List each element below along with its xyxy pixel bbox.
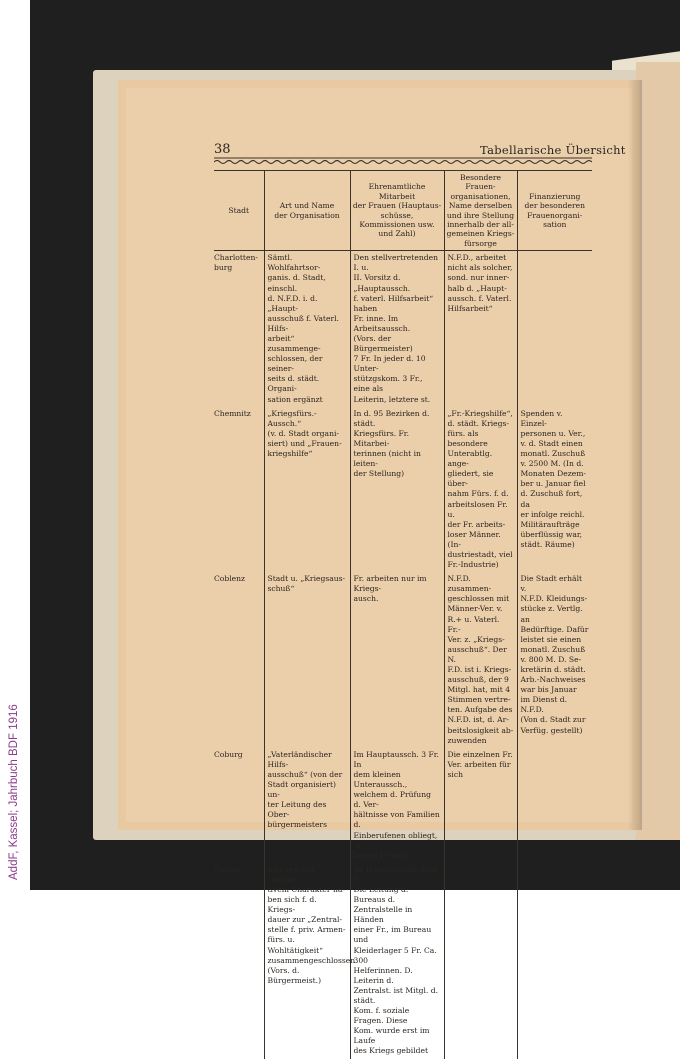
cell-financing	[517, 863, 592, 1059]
table-row	[214, 251, 592, 407]
cell-city: Coblenz	[214, 574, 246, 584]
cell-organization: Stadt u. „Kriegsaus- schuß“	[264, 572, 350, 748]
gutter-shadow	[628, 80, 642, 830]
cell-women-participation: Den stellvertretenden I. u. II. Vorsitz d. „Hauptaussch. f. vaterl. Hilfsarbeit“ haben Fr. inne. Im Arbeitsaussch. (Vors. der Bürgermeister) 7 Fr. In jeder d. 10 Unter- stützgskom. 3 Fr., eine als Leiterin, letztere st.	[350, 251, 444, 407]
header-financing: Finanzierung der besonderen Frauenorgani- sation	[517, 171, 592, 251]
archive-label: AddF, Kassel; Jahrbuch BDF 1916	[8, 704, 20, 880]
table-row	[214, 863, 592, 1059]
cell-financing: Spenden v. Einzel- personen u. Ver., v. d. Stadt einen monatl. Zuschuß v. 2500 M. (In d. Monaten Dezem- ber u. Januar fiel d. Zuschuß fort, da er infolge reichl. Militäraufträge überflüssig war, städt. Räume)	[517, 407, 592, 573]
cell-special-organizations: N.F.D., arbeitet nicht als solcher, sond. nur inner- halb d. „Haupt- aussch. f. Vaterl. Hilfsarbeit“	[444, 251, 517, 407]
cell-financing	[517, 748, 592, 863]
cell-city: Coburg	[214, 749, 243, 759]
cell-women-participation: Im Hauptaussch. eine Fr. Die Leitung d. Bureaus d. Zentralstelle in Händen einer Fr., im Bureau und Kleiderlager 5 Fr. Ca. 300 Helferinnen. D. Leiterin d. Zentralst. ist Mitgl. d. städt. Kom. f. soziale Fragen. Diese Kom. wurde erst im Laufe des Kriegs gebildet	[350, 863, 444, 1059]
cell-organization: Alle Ver. mit charita- tivem Charakter ha- ben sich f. d. Kriegs- dauer zur „Zentral- stelle f. priv. Armen- fürs. u. Wohltätigkeit“ zusammengeschlossen (Vors. d. Bürgermeist.)	[264, 863, 350, 1059]
cell-organization: „Kriegsfürs.-Aussch.“ (v. d. Stadt organi- siert) und „Frauen- kriegshilfe“	[264, 407, 350, 573]
cell-organization: „Vaterländischer Hilfs- ausschuß“ (von der Stadt organisiert) un- ter Leitung des Ober- bürgermeisters	[264, 748, 350, 863]
running-head: Tabellarische Übersicht	[480, 143, 626, 157]
table-row	[214, 748, 592, 863]
cell-women-participation: Fr. arbeiten nur im Kriegs- ausch.	[350, 572, 444, 748]
header-special-organizations: Besondere Frauen- organisationen, Name derselben und ihre Stellung innerhalb der all- gemeinen Kriegs- fürsorge	[444, 171, 517, 251]
cell-financing: Die Stadt erhält v. N.F.D. Kleidungs- stücke z. Vertlg. an Bedürftige. Dafür leistet sie einen monatl. Zuschuß v. 800 M. D. Se- kretärin d. städt. Arb.-Nachweises war bis Januar im Dienst d. N.F.D. (Von d. Stadt zur Verfüg. gestellt)	[517, 572, 592, 748]
cell-financing	[517, 251, 592, 407]
table-row	[214, 407, 592, 573]
table-header-row	[214, 171, 592, 251]
cell-special-organizations: „Fr.-Kriegshilfe“, d. städt. Kriegs- fürs. als besondere Unterabtlg. ange- gliedert, sie über- nahm Fürs. f. d. arbeitslosen Fr. u. der Fr. arbeits- loser Männer. (In- dustriestadt, viel Fr.-Industrie)	[444, 407, 517, 573]
page-number: 38	[214, 142, 231, 157]
header-women-participation: Ehrenamtliche Mitarbeit der Frauen (Hauptaus- schüsse, Kommissionen usw. und Zahl)	[350, 171, 444, 251]
cell-special-organizations	[444, 863, 517, 1059]
cell-special-organizations: N.F.D. zusammen- geschlossen mit Männer-Ver. v. R.+ u. Vaterl. Fr.- Ver. z. „Kriegs- ausschuß“. Der N. F.D. ist i. Kriegs- ausschuß, der 9 Mitgl. hat, mit 4 Stimmen vertre- ten. Aufgabe des N.F.D. ist, d. Ar- beitslosigkeit ab- zuwenden	[444, 572, 517, 748]
header-organization: Art und Name der Organisation	[264, 171, 350, 251]
overview-table	[214, 170, 592, 1059]
cell-women-participation: Im Hauptaussch. 3 Fr. In dem kleinen Unteraussch., welchem d. Prüfung d. Ver- hältnisse von Familien d. Einberufenen obliegt, ar- beiten Fr. mit	[350, 748, 444, 863]
ornamental-rule	[214, 156, 592, 166]
cell-city: Charlotten- burg	[214, 253, 258, 273]
cell-city: Colmar	[214, 864, 243, 874]
header-city: Stadt	[214, 171, 264, 251]
cell-women-participation: In d. 95 Bezirken d. städt. Kriegsfürs. Fr. Mitarbei- terinnen (nicht in leiten- der Stellung)	[350, 407, 444, 573]
cell-city: Chemnitz	[214, 408, 251, 418]
table-row	[214, 572, 592, 748]
cell-organization: Sämtl. Wohlfahrtsor- ganis. d. Stadt, einschl. d. N.F.D. i. d. „Haupt- ausschuß f. Vaterl. Hilfs- arbeit“ zusammenge- schlossen, der seiner- seits d. städt. Organi- sation ergänzt	[264, 251, 350, 407]
facing-page-edge	[636, 62, 680, 840]
cell-special-organizations: Die einzelnen Fr. Ver. arbeiten für sich	[444, 748, 517, 863]
